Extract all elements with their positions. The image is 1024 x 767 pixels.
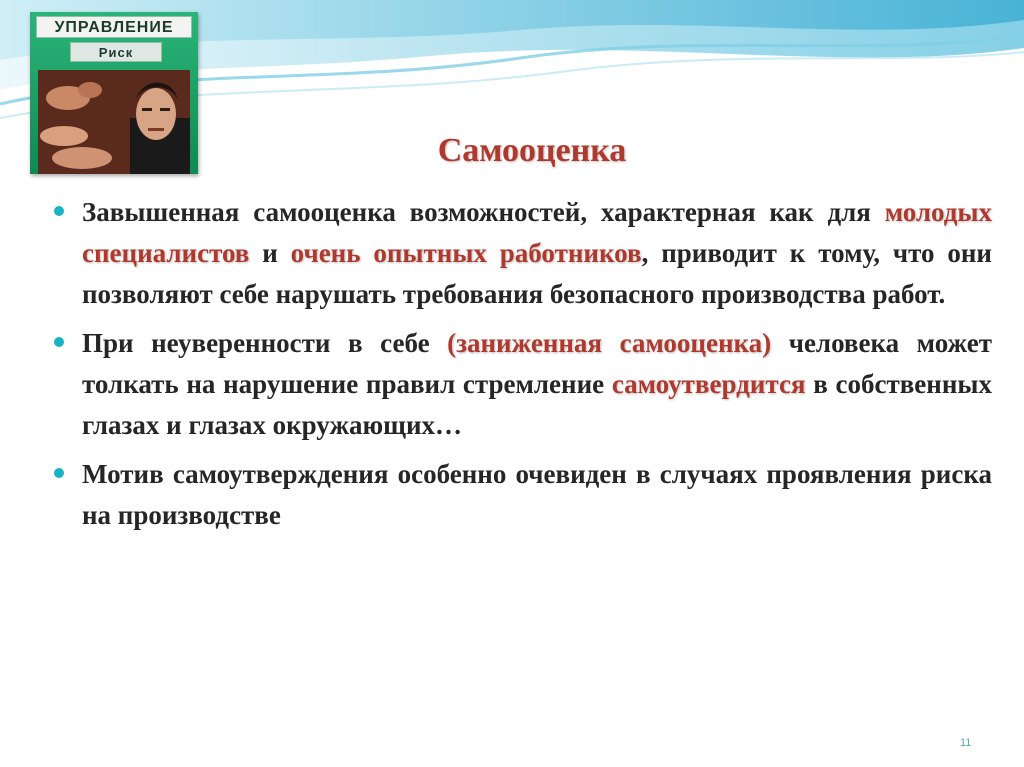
highlight-low-self-esteem: (заниженная самооценка)	[447, 328, 772, 358]
bullet-3-text-1: Мотив самоутверждения особенно очевиден в случаях проявления риска на производстве	[82, 459, 992, 530]
bullet-list	[52, 192, 992, 544]
highlight-self-assert: самоутвердится	[611, 369, 806, 399]
page-number: 11	[960, 737, 972, 749]
slide-title: Самооценка	[437, 132, 627, 169]
bullet-2-text-3: в собственных глазах и глазах окружающих…	[82, 369, 992, 440]
bullet-item-3	[52, 454, 992, 536]
bullet-2-text-1: При неуверенности в себе	[82, 328, 448, 358]
bullet-item-1	[52, 192, 992, 315]
bullet-icon	[54, 206, 64, 216]
bullet-icon	[54, 337, 64, 347]
book-title: УПРАВЛЕНИЕ	[36, 16, 192, 38]
bullet-1-text-2: и	[249, 238, 291, 268]
bullet-2-text-2: человека может толкать на нарушение правил стремление	[82, 328, 993, 399]
bullet-item-2	[52, 323, 992, 446]
highlight-experienced-workers: очень опытных работников	[290, 238, 642, 268]
book-subtitle: Риск	[70, 42, 162, 62]
bullet-1-text-3: , приводит к тому, что они позволяют себе нарушать требования безопасного производства работ.	[82, 238, 992, 309]
bullet-1-text-1: Завышенная самооценка возможностей, характерная как для	[82, 197, 885, 227]
highlight-young-specialists: молодых специалистов	[82, 197, 992, 268]
bullet-icon	[54, 468, 64, 478]
